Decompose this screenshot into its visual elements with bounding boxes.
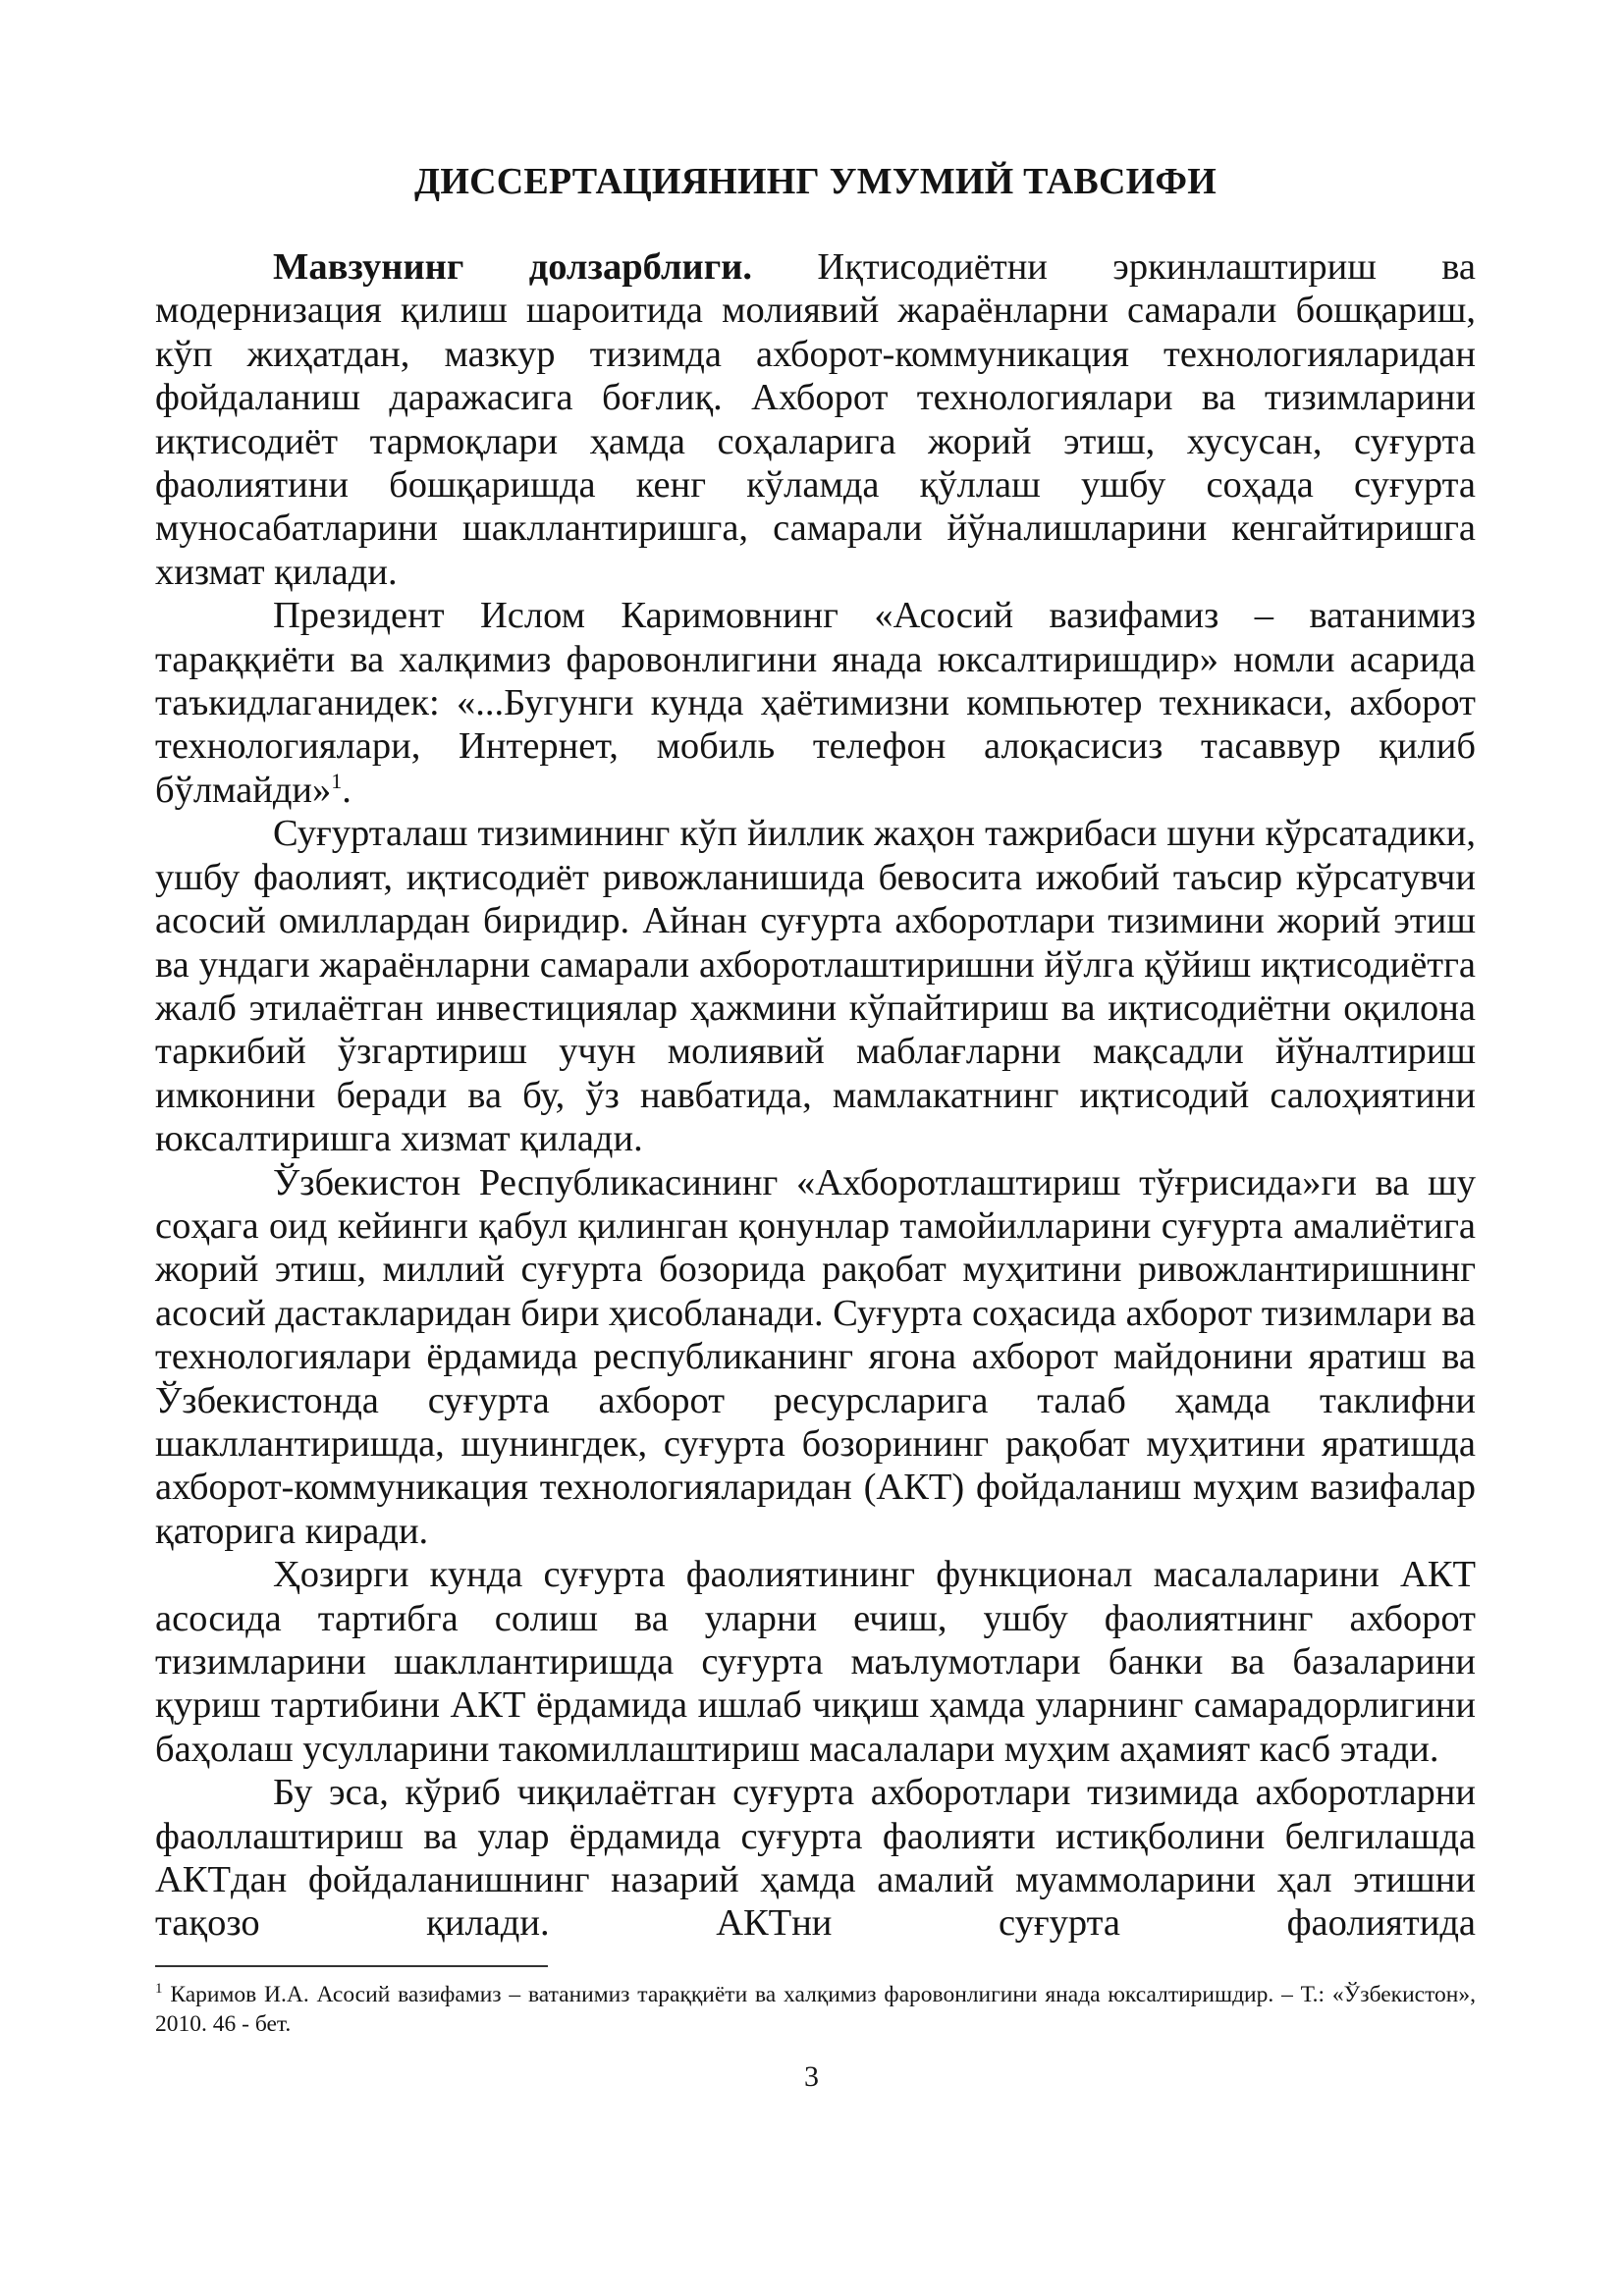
footnote-text: Каримов И.А. Асосий вазифамиз – ватанимиз тараққиёти ва халқимиз фаровонлигини янада юксалтиришдир. – Т.: «Ўзбекистон», 2010. 46 - бет. <box>155 1982 1476 2037</box>
footnote-reference: 1 <box>331 769 343 794</box>
paragraph-relevance <box>155 245 1476 594</box>
paragraph-lead: Мавзунинг долзарблиги. <box>273 246 753 288</box>
paragraph-legislation <box>155 1161 1476 1554</box>
paragraph-text: Президент Ислом Каримовнинг «Асосий вазифамиз – ватанимиз тараққиёти ва халқимиз фаровонлигини янада юксалтиришдир» номли асарида таъкидлаганидек: «...Бугунги кунда ҳаётимизни компьютер техникаси, ахборот технологиялари, Интернет, мобиль телефон алоқасисиз тасаввур қилиб бўлмайди» <box>155 595 1476 811</box>
paragraph-text: Бу эса, кўриб чиқилаётган суғурта ахборотлари тизимида ахборотларни фаоллаштириш ва улар ёрдамида суғурта фаолияти истиқболини белгилашда АКТдан фойдаланишнинг назарий ҳамда амалий муаммоларини ҳал этишни тақозо қилади. АКТни суғурта фаолиятида <box>155 1772 1476 1945</box>
paragraph-text: Суғурталаш тизимининг кўп йиллик жаҳон тажрибаси шуни кўрсатадики, ушбу фаолият, иқтисодиёт ривожланишида бевосита ижобий таъсир кўрсатувчи асосий омиллардан биридир. Айнан суғурта ахборотлари тизимини жорий этиш ва ундаги жараёнларни самарали ахборотлаштиришни йўлга қўйиш иқтисодиётга жалб этилаётган инвестициялар ҳажмини кўпайтириш ва иқтисодиётни оқилона таркибий ўзгартириш учун молиявий маблағларни мақсадли йўналтириш имконини беради ва бу, ўз навбатида, мамлакатнинг иқтисодий салоҳиятини юксалтиришга хизмат қилади. <box>155 813 1476 1160</box>
paragraph-tail: . <box>342 769 352 811</box>
section-heading: ДИССЕРТАЦИЯНИНГ УМУМИЙ ТАВСИФИ <box>414 161 1217 202</box>
paragraph-text: Ҳозирги кунда суғурта фаолиятининг функционал масалаларини АКТ асосида тартибга солиш ва уларни ечиш, ушбу фаолиятнинг ахборот тизимларини шакллантиришда суғурта маълумотлари банки ва базаларини қуриш тартибини АКТ ёрдамида ишлаб чиқиш ҳамда уларнинг самарадорлигини баҳолаш усулларини такомиллаштириш масалалари муҳим аҳамият касб этади. <box>155 1554 1476 1770</box>
paragraph-continued <box>155 1771 1476 1946</box>
paragraph-president-quote <box>155 594 1476 812</box>
footnote <box>155 1980 1476 2039</box>
page-body <box>155 157 1476 1946</box>
footnote-separator <box>155 1965 548 1967</box>
paragraph-text: Ўзбекистон Республикасининг «Ахборотлаштириш тўғрисида»ги ва шу соҳага оид кейинги қабул қилинган қонунлар тамойилларини суғурта амалиётига жорий этиш, миллий суғурта бозорида рақобат муҳитини ривожлантиришнинг асосий дастакларидан бири ҳисобланади. Суғурта соҳасида ахборот тизимлари ва технологиялари ёрдамида республиканинг ягона ахборот майдонини яратиш ва Ўзбекистонда суғурта ахборот ресурсларига талаб ҳамда таклифни шакллантиришда, шунингдек, суғурта бозорининг рақобат муҳитини яратишда ахборот-коммуникация технологияларидан (АКТ) фойдаланиш муҳим вазифалар қаторига киради. <box>155 1161 1476 1552</box>
paragraph-text: Иқтисодиётни эркинлаштириш ва модернизация қилиш шароитида молиявий жараёнларни самарали бошқариш, кўп жиҳатдан, мазкур тизимда ахборот-коммуникация технологияларидан фойдаланиш даражасига боғлиқ. Ахборот технологиялари ва тизимларини иқтисодиёт тармоқлари ҳамда соҳаларига жорий этиш, хусусан, суғурта фаолиятини бошқаришда кенг кўламда қўллаш ушбу соҳада суғурта муносабатларини шакллантиришга, самарали йўналишларини кенгайтиришга хизмат қилади. <box>155 246 1476 593</box>
page-number: 3 <box>804 2060 819 2093</box>
paragraph-current-tasks <box>155 1553 1476 1771</box>
paragraph-insurance-experience <box>155 812 1476 1160</box>
footnote-number: 1 <box>155 1981 163 1998</box>
